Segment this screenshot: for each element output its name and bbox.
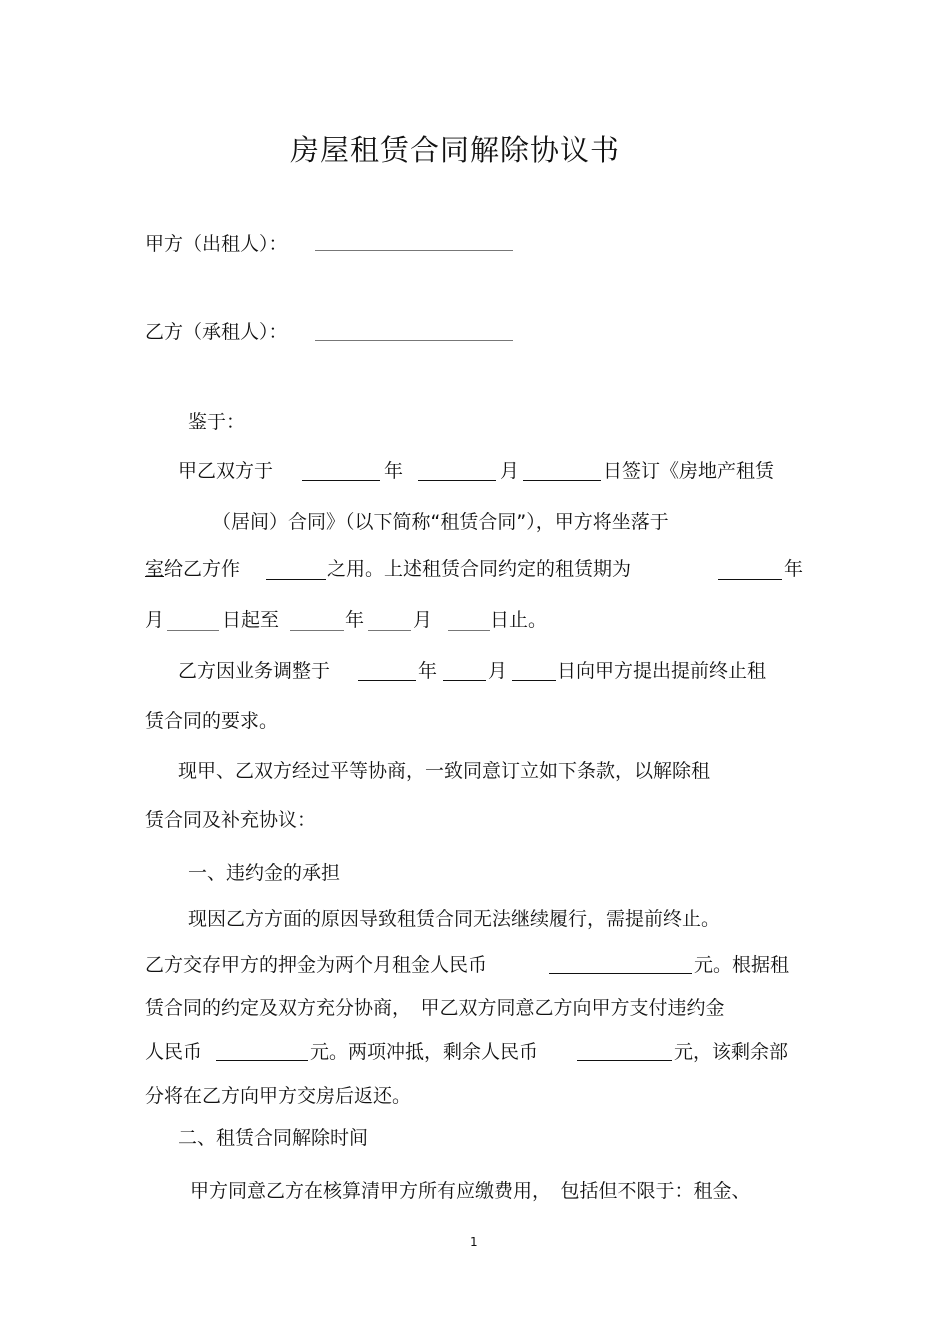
section1-line1: 现因乙方方面的原因导致租赁合同无法继续履行，需提前终止。 [188, 908, 721, 930]
p1-day-blank [523, 480, 601, 481]
p2-month: 月 [488, 660, 508, 682]
p2-month-blank [443, 680, 486, 681]
p2-day-blank [512, 680, 556, 681]
p1-from: 日起至 [222, 609, 280, 631]
section1-line4c: 元，该剩余部 [674, 1041, 789, 1063]
section2-line1: 甲方同意乙方在核算清甲方所有应缴费用， 包括但不限于：租金、 [190, 1180, 751, 1202]
section1-line3: 赁合同的约定及双方充分协商， 甲乙双方同意乙方向甲方支付违约金 [145, 997, 725, 1019]
p1-use-blank [266, 579, 326, 580]
p2-day: 日向甲方提出提前终止租 [557, 660, 767, 682]
p1-line2: （居间）合同》（以下简称“租赁合同”），甲方将坐落于 [212, 511, 669, 533]
p1-signed-text: 日签订《房地产租赁 [603, 460, 775, 482]
p2-lead: 乙方因业务调整于 [178, 660, 331, 682]
p2-line2: 赁合同的要求。 [145, 710, 279, 732]
penalty-amount-blank [216, 1060, 308, 1061]
p1-use: 之用。上述租赁合同约定的租赁期为 [327, 558, 632, 580]
party-a-label: 甲方（出租人）： [145, 233, 288, 255]
party-b-label: 乙方（承租人）： [145, 321, 288, 343]
p1-line4-month: 月 [145, 609, 165, 631]
p1-term-year: 年 [784, 558, 804, 580]
section1-line4a: 人民币 [145, 1041, 203, 1063]
section1-line2b: 元。根据租 [694, 954, 790, 976]
section1-line4b: 元。两项冲抵，剩余人民币 [310, 1041, 539, 1063]
p3-line2: 赁合同及补充协议： [145, 809, 317, 831]
p2-year-blank [358, 680, 416, 681]
recital-header: 鉴于： [188, 411, 246, 433]
p1-give: 给乙方作 [164, 558, 241, 580]
section1-line5: 分将在乙方向甲方交房后返还。 [145, 1085, 412, 1107]
p1-lead: 甲乙双方于 [178, 460, 274, 482]
p2-year: 年 [418, 660, 438, 682]
party-b-blank [315, 340, 513, 341]
page-number: 1 [470, 1235, 478, 1249]
p1-end-month: 月 [413, 609, 433, 631]
p1-term-year-blank [718, 579, 782, 580]
party-a-blank [315, 250, 513, 251]
section1-line2a: 乙方交存甲方的押金为两个月租金人民币 [145, 954, 488, 976]
document-title: 房屋租赁合同解除协议书 [289, 133, 620, 167]
p1-year-blank [302, 480, 380, 481]
section2-heading: 二、租赁合同解除时间 [178, 1127, 369, 1149]
p1-year-label: 年 [384, 460, 404, 482]
p1-month-blank [418, 480, 496, 481]
p1-end-year: 年 [345, 609, 365, 631]
section1-heading: 一、违约金的承担 [188, 862, 341, 884]
remaining-amount-blank [577, 1060, 672, 1061]
p1-end-year-blank [290, 630, 344, 631]
p1-start-day-blank [167, 630, 219, 631]
p1-end: 日止。 [490, 609, 548, 631]
p3-line1: 现甲、乙双方经过平等协商，一致同意订立如下条款，以解除租 [178, 760, 711, 782]
p1-room: 室 [145, 558, 165, 580]
deposit-amount-blank [549, 973, 692, 974]
p1-end-month-blank [368, 630, 411, 631]
p1-month-label: 月 [500, 460, 520, 482]
p1-end-day-blank [448, 630, 490, 631]
